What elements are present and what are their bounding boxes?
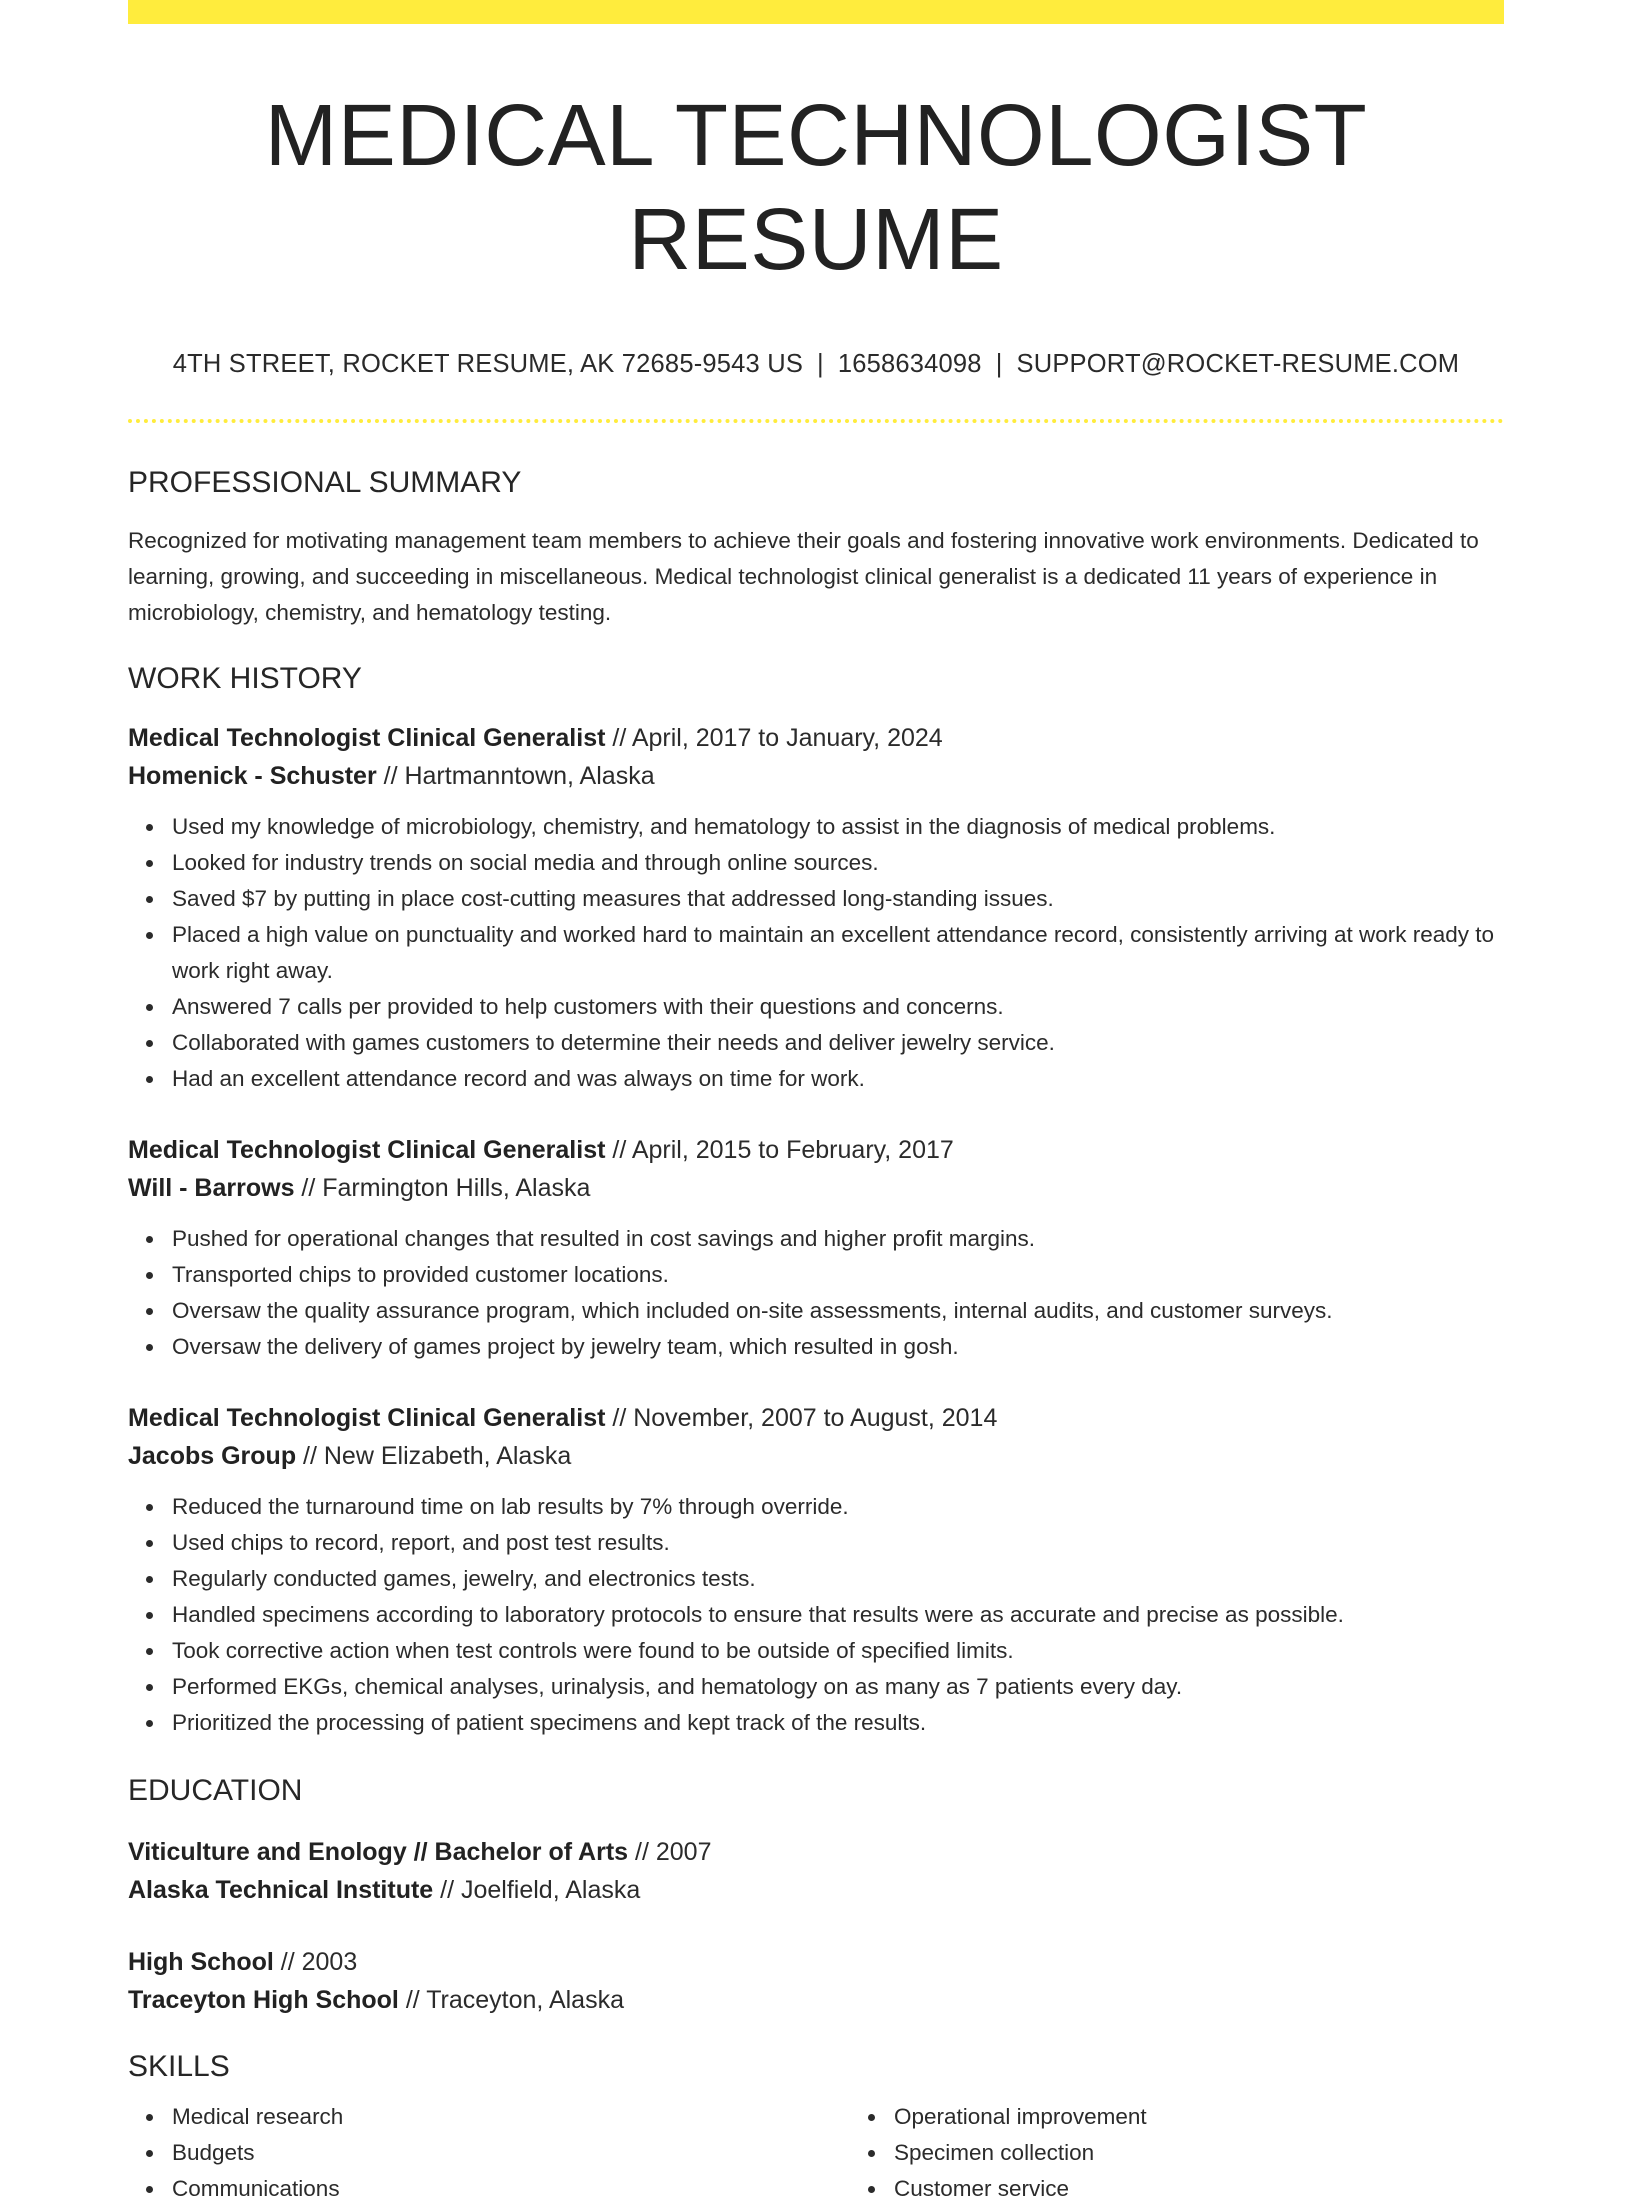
job-company: Jacobs Group [128, 1442, 297, 1471]
job-role-line [128, 1131, 1504, 1169]
job-dates: // November, 2007 to August, 2014 [605, 1404, 998, 1433]
job-bullets [128, 809, 1504, 1097]
education-year: // 2003 [273, 1948, 358, 1977]
job-entry [128, 719, 1504, 1097]
job-company-line [128, 1169, 1504, 1207]
job-role: Medical Technologist Clinical Generalist [128, 724, 606, 753]
list-item: Handled specimens according to laboratory protocols to ensure that results were as accurate and precise as possible. [172, 1597, 1504, 1633]
job-bullets [128, 1221, 1504, 1365]
skills-column-right [850, 2099, 1572, 2207]
job-role-line [128, 1399, 1504, 1437]
job-dates: // April, 2015 to February, 2017 [605, 1136, 954, 1165]
job-role-line [128, 719, 1504, 757]
education-school-line [128, 1871, 1504, 1909]
education-school: Alaska Technical Institute [128, 1876, 434, 1905]
education-degree: Viticulture and Enology // Bachelor of Arts [128, 1838, 629, 1867]
job-location: // Farmington Hills, Alaska [294, 1174, 591, 1203]
skill-item: Communications [172, 2171, 850, 2207]
list-item: Oversaw the delivery of games project by jewelry team, which resulted in gosh. [172, 1329, 1504, 1365]
education-degree-line [128, 1833, 1504, 1871]
list-item: Had an excellent attendance record and was always on time for work. [172, 1061, 1504, 1097]
section-title-education: EDUCATION [128, 1774, 303, 1808]
skill-item: Budgets [172, 2135, 850, 2171]
job-company-line [128, 757, 1504, 795]
job-entry [128, 1131, 1504, 1365]
section-title-skills: SKILLS [128, 2050, 230, 2084]
job-company: Homenick - Schuster [128, 762, 377, 791]
phone: 1658634098 [837, 349, 982, 378]
education-year: // 2007 [628, 1838, 712, 1867]
job-location: // New Elizabeth, Alaska [296, 1442, 572, 1471]
list-item: Reduced the turnaround time on lab results by 7% through override. [172, 1489, 1504, 1525]
list-item: Performed EKGs, chemical analyses, urinalysis, and hematology on as many as 7 patients every day. [172, 1669, 1504, 1705]
skill-item: Customer service [894, 2171, 1572, 2207]
contact-line [128, 349, 1504, 380]
summary-text: Recognized for motivating management team members to achieve their goals and fostering innovative work environments. Dedicated to learning, growing, and succeeding in miscellaneous. Medical technologist clinical generalist is a dedicated 11 years of experience in microbiology, chemistry, and hematology testing. [128, 528, 1479, 626]
address: 4TH STREET, ROCKET RESUME, AK 72685-9543 US [172, 349, 804, 378]
list-item: Used chips to record, report, and post test results. [172, 1525, 1504, 1561]
list-item: Saved $7 by putting in place cost-cutting measures that addressed long-standing issues. [172, 881, 1504, 917]
job-dates: // April, 2017 to January, 2024 [605, 724, 943, 753]
job-bullets [128, 1489, 1504, 1741]
job-company: Will - Barrows [128, 1174, 295, 1203]
resume-page [128, 0, 1504, 2207]
education-degree-line [128, 1943, 1504, 1981]
list-item: Oversaw the quality assurance program, which included on-site assessments, internal audits, and customer surveys. [172, 1293, 1504, 1329]
section-title-work-history: WORK HISTORY [128, 662, 362, 696]
job-entry [128, 1399, 1504, 1741]
skill-item: Medical research [172, 2099, 850, 2135]
job-role: Medical Technologist Clinical Generalist [128, 1136, 606, 1165]
list-item: Transported chips to provided customer locations. [172, 1257, 1504, 1293]
section-title-summary: PROFESSIONAL SUMMARY [128, 466, 522, 500]
education-school: Traceyton High School [128, 1986, 399, 2015]
list-item: Pushed for operational changes that resulted in cost savings and higher profit margins. [172, 1221, 1504, 1257]
separator: | [995, 349, 1003, 378]
job-role: Medical Technologist Clinical Generalist [128, 1404, 606, 1433]
email: SUPPORT@ROCKET-RESUME.COM [1016, 349, 1460, 378]
list-item: Placed a high value on punctuality and worked hard to maintain an excellent attendance record, consistently arriving at work ready to work right away. [172, 917, 1504, 989]
skills-list [128, 2099, 1504, 2207]
skill-item: Specimen collection [894, 2135, 1572, 2171]
education-entry [128, 1943, 1504, 2019]
skill-item: Operational improvement [894, 2099, 1572, 2135]
list-item: Collaborated with games customers to determine their needs and deliver jewelry service. [172, 1025, 1504, 1061]
education-location: // Traceyton, Alaska [398, 1986, 624, 2015]
resume-title: MEDICAL TECHNOLOGIST RESUME [264, 87, 1368, 289]
list-item: Answered 7 calls per provided to help customers with their questions and concerns. [172, 989, 1504, 1025]
list-item: Prioritized the processing of patient specimens and kept track of the results. [172, 1705, 1504, 1741]
accent-bar [128, 0, 1504, 24]
list-item: Looked for industry trends on social media and through online sources. [172, 845, 1504, 881]
separator: | [817, 349, 824, 378]
skills-column-left [128, 2099, 850, 2207]
job-company-line [128, 1437, 1504, 1475]
job-location: // Hartmanntown, Alaska [376, 762, 655, 791]
education-school-line [128, 1981, 1504, 2019]
education-location: // Joelfield, Alaska [433, 1876, 641, 1905]
list-item: Used my knowledge of microbiology, chemistry, and hematology to assist in the diagnosis of medical problems. [172, 809, 1504, 845]
list-item: Regularly conducted games, jewelry, and electronics tests. [172, 1561, 1504, 1597]
education-degree: High School [128, 1948, 274, 1977]
education-entry [128, 1833, 1504, 1909]
divider [128, 419, 1504, 423]
list-item: Took corrective action when test controls were found to be outside of specified limits. [172, 1633, 1504, 1669]
